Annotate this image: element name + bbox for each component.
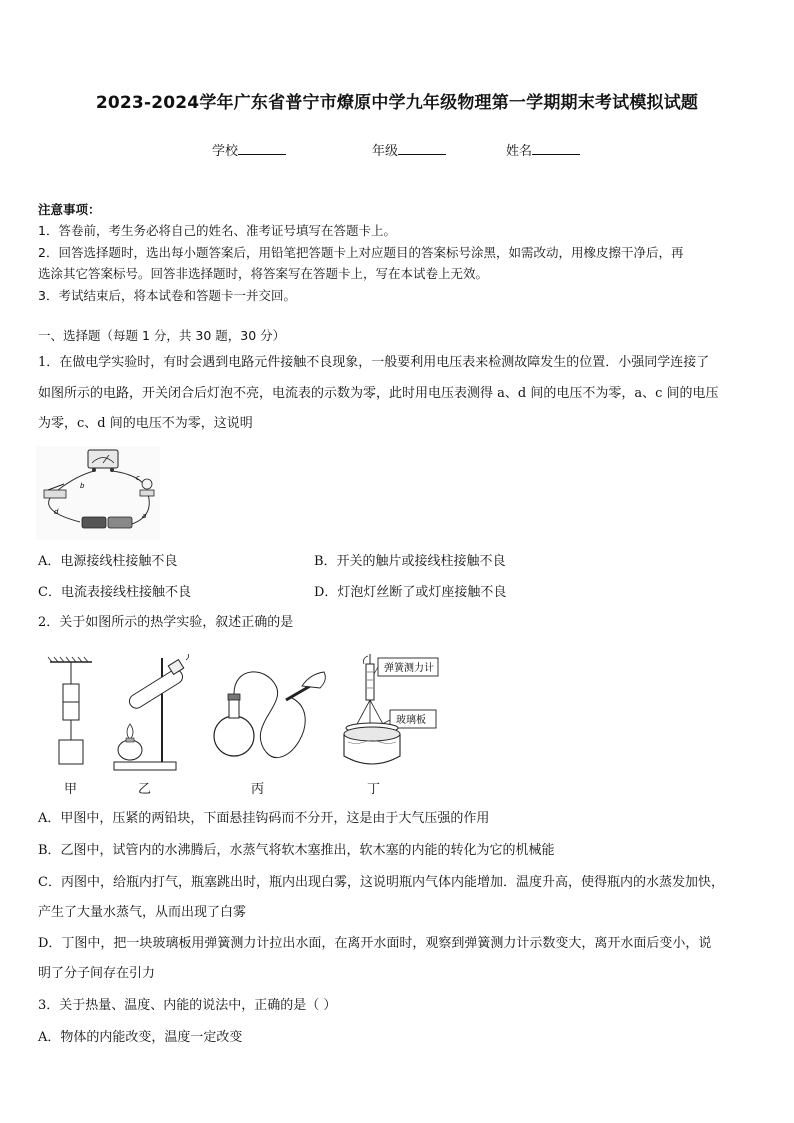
q2-figure-ding [342, 652, 442, 774]
notice-line-2b: 选涂其它答案标号。回答非选择题时，将答案写在答题卡上，写在本试卷上无效。 [38, 266, 489, 281]
q2-option-d-line-2[interactable]: 明了分子间存在引力 [38, 966, 156, 981]
q3-stem: 3．关于热量、温度、内能的说法中，正确的是（ ） [38, 998, 337, 1013]
q2-caption-yi: 乙 [138, 782, 152, 797]
q2-figure-bing [206, 656, 336, 770]
q1-stem-line-3: 为零，c、d 间的电压不为零，这说明 [38, 416, 253, 431]
q1-option-a[interactable]: A．电源接线柱接触不良 [38, 554, 178, 569]
school-blank [238, 142, 286, 155]
q1-option-d[interactable]: D．灯泡灯丝断了或灯座接触不良 [314, 585, 507, 600]
name-field [506, 140, 580, 159]
q2-option-a[interactable]: A．甲图中，压紧的两铅块，下面悬挂钩码而不分开，这是由于大气压强的作用 [38, 811, 490, 826]
school-label: 学校 [212, 144, 239, 159]
q1-option-c[interactable]: C．电流表接线柱接触不良 [38, 585, 191, 600]
grade-blank [398, 142, 446, 155]
grade-label: 年级 [372, 144, 399, 159]
circuit-label-c: c [136, 474, 140, 482]
notice-line-1: 1．答卷前，考生务必将自己的姓名、准考证号填写在答题卡上。 [38, 223, 396, 238]
q2-option-d-line-1[interactable]: D．丁图中，把一块玻璃板用弹簧测力计拉出水面，在离开水面时，观察到弹簧测力计示数变大，离开水面后变小，说 [38, 936, 712, 951]
circuit-label-a: a [142, 512, 147, 520]
name-label: 姓名 [506, 144, 533, 159]
student-info-row [0, 140, 794, 160]
exam-title: 2023-2024学年广东省普宁市燎原中学九年级物理第一学期期末考试模拟试题 [95, 93, 699, 113]
q2-option-c-line-1[interactable]: C．丙图中，给瓶内打气，瓶塞跳出时，瓶内出现白雾，这说明瓶内气体内能增加．温度升高，使得瓶内的水蒸发加快， [38, 875, 724, 890]
circuit-label-b: b [80, 482, 85, 490]
q1-option-b[interactable]: B．开关的触片或接线柱接触不良 [314, 554, 506, 569]
notice-line-2a: 2．回答选择题时，选出每小题答案后，用铅笔把答题卡上对应题目的答案标号涂黑，如需改动，用橡皮擦干净后，再 [38, 245, 684, 260]
spring-scale-label: 弹簧测力计 [384, 663, 434, 674]
q1-circuit-figure [36, 446, 160, 540]
grade-field [372, 140, 446, 159]
q1-stem-line-1: 1．在做电学实验时，有时会遇到电路元件接触不良现象，一般要利用电压表来检测故障发生的位置．小强同学连接了 [38, 355, 710, 370]
q3-option-a[interactable]: A．物体的内能改变，温度一定改变 [38, 1030, 243, 1045]
q2-figure-yi [106, 654, 194, 774]
school-field [212, 140, 286, 159]
notice-line-3: 3．考试结束后，将本试卷和答题卡一并交回。 [38, 288, 296, 303]
q2-caption-ding: 丁 [367, 782, 381, 797]
q1-stem-line-2: 如图所示的电路，开关闭合后灯泡不亮，电流表的示数为零，此时用电压表测得 a、d 间的电压不为零，a、c 间的电压 [38, 386, 719, 401]
q2-caption-jia: 甲 [64, 782, 78, 797]
glass-label: 玻璃板 [396, 715, 426, 726]
q2-caption-bing: 丙 [251, 782, 265, 797]
q2-figure-jia [46, 656, 96, 772]
q2-stem: 2．关于如图所示的热学实验，叙述正确的是 [38, 615, 294, 630]
section-heading: 一、选择题（每题 1 分，共 30 题，30 分） [38, 328, 286, 343]
notice-heading: 注意事项： [38, 202, 101, 217]
name-blank [532, 142, 580, 155]
q2-option-c-line-2[interactable]: 产生了大量水蒸气，从而出现了白雾 [38, 905, 247, 920]
circuit-label-d: d [54, 508, 59, 516]
q2-option-b[interactable]: B．乙图中，试管内的水沸腾后，水蒸气将软木塞推出，软木塞的内能的转化为它的机械能 [38, 843, 555, 858]
